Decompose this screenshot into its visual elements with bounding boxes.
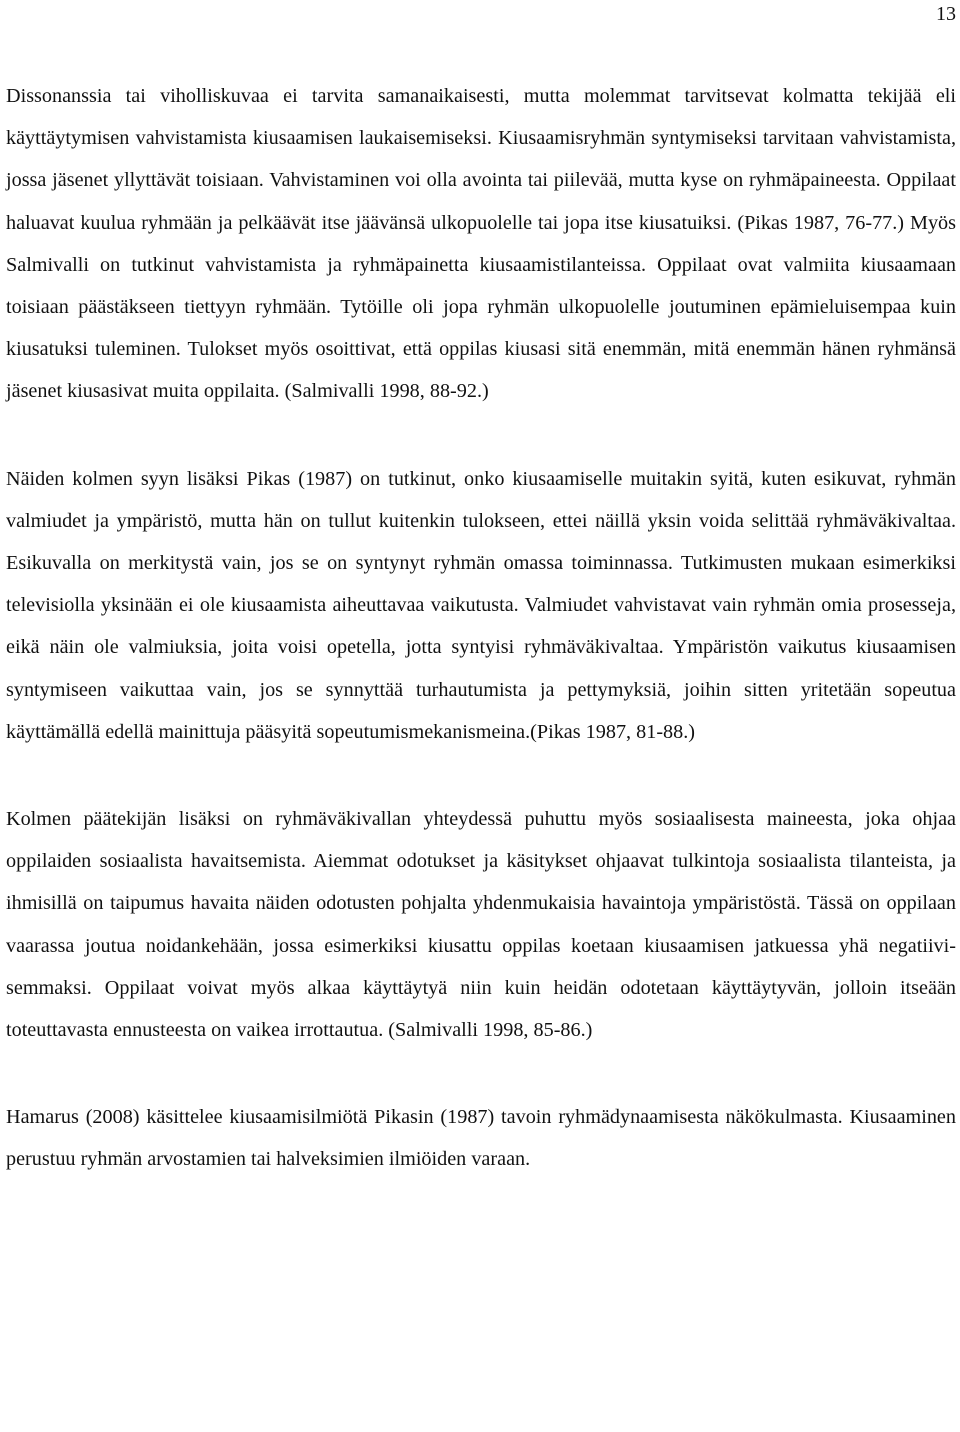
paragraph-peer-pressure: Dissonanssia tai viholliskuvaa ei tarvita samanaikaisesti, mutta molemmat tarvitsevat kolmatta tekijää eli käyttäytymisen vahvistamista kiusaamisen laukaisemiseksi. Kiusaamisryhmän syntymiseksi tarvitaan vahvistamista, jossa jäsenet yllyttävät toisiaan. Vahvistaminen voi olla avointa tai piilevää, mutta kyse on ryhmäpaineesta. Oppilaat haluavat kuulua ryhmään ja pelkäävät itse jäävänsä ulkopuolelle tai jopa itse kiusatuiksi. (Pikas 1987, 76-77.) Myös Salmivalli on tutkinut vahvistamista ja ryhmäpainetta kiusaamistilanteissa. Oppilaat ovat valmiita kiusaamaan toisiaan päästäkseen tiettyyn ryhmään. Tytöille oli jopa ryhmän ulkopuolelle joutuminen epämieluisempaa kuin kiusatuksi tuleminen. Tulokset myös osoittivat, että oppilas kiusasi sitä enemmän, mitä enemmän hänen ryhmänsä jäsenet kiusasivat muita oppilaita. (Salmivalli 1998, 88-92.) [6,85,956,403]
paragraph-social-reputation: Kolmen päätekijän lisäksi on ryhmäväkivallan yhteydessä puhuttu myös sosiaalisesta maineesta, joka ohjaa oppilaiden sosiaalista havaitsemista. Aiemmat odotukset ja käsitykset ohjaavat tulkintoja sosiaalista tilanteista, ja ihmisillä on taipumus havaita näiden odotusten pohjalta yhdenmukaisia havaintoja ympäristöstä. Tässä on oppilaan vaarassa joutua noidankehään, jossa esimerkiksi kiusattu oppilas koetaan kiusaamisen jatkuessa yhä negatiivisemmaksi. Oppilaat voivat myös alkaa käyttäytyä niin kuin heidän odotetaan käyttäytyvän, jolloin itseään toteuttavasta ennusteesta on vaikea irrottautua. (Salmivalli 1998, 85-86.) [6,808,956,1042]
page-number: 13 [936,3,956,25]
document-body [6,75,956,1181]
paragraph-other-causes: Näiden kolmen syyn lisäksi Pikas (1987) on tutkinut, onko kiusaamiselle muitakin syitä, kuten esikuvat, ryhmän valmiudet ja ympäristö, mutta hän on tullut kuitenkin tulokseen, ettei näillä yksin voida selittää ryhmäväkivaltaa. Esikuvalla on merkitystä vain, jos se on syntynyt ryhmän omassa toiminnassa. Tutkimusten mukaan esimerkiksi televisiolla yksinään ei ole kiusaamista aiheuttavaa vaikutusta. Valmiudet vahvistavat vain ryhmän omia prosesseja, eikä näin ole valmiuksia, joita voisi opetella, jotta syntyisi ryhmäväkivaltaa. Ympäristön vaikutus kiusaamisen syntymiseen vaikuttaa vain, jos se synnyttää turhautumista ja pettymyksiä, joihin sitten yritetään sopeutua käyttämällä edellä mainittuja pääsyitä sopeutumismekanismeina.(Pikas 1987, 81-88.) [6,467,956,743]
paragraph-hamarus: Hamarus (2008) käsittelee kiusaamisilmiötä Pikasin (1987) tavoin ryhmädynaamisesta näkökulmasta. Kiusaaminen perustuu ryhmän arvostamien tai halveksimien ilmiöiden varaan. [6,1106,956,1171]
